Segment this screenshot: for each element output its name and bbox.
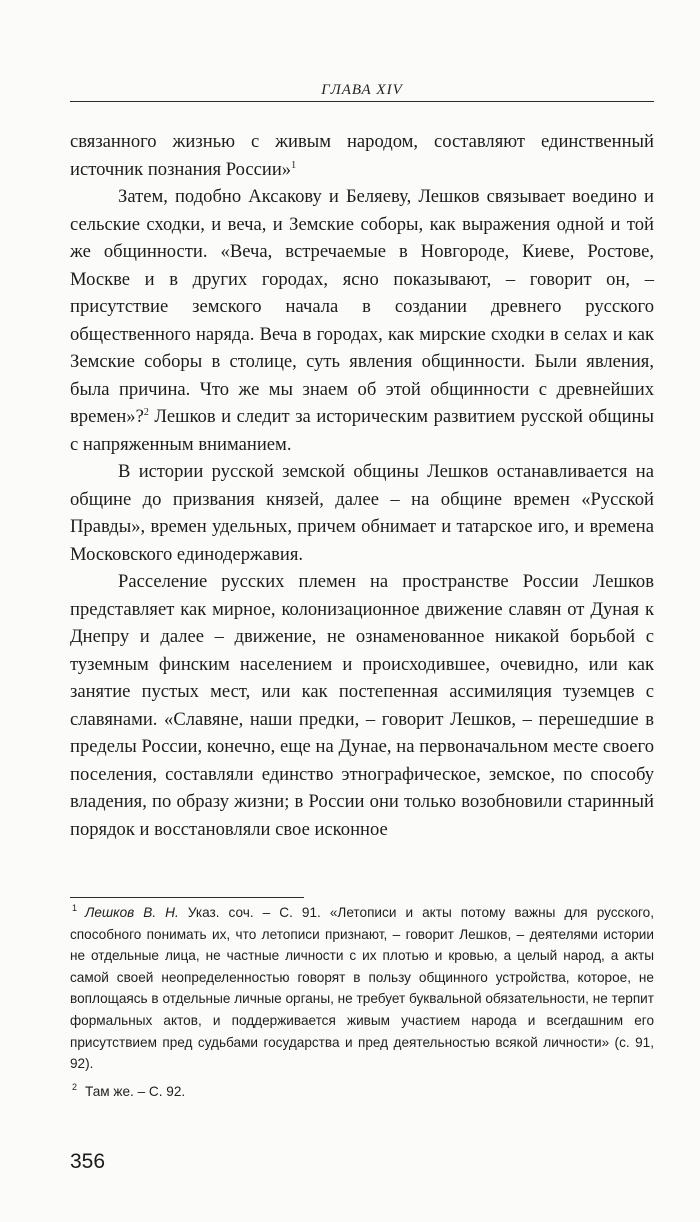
header-rule bbox=[70, 101, 654, 102]
footnote-author: Лешков В. Н. bbox=[85, 905, 179, 920]
paragraph-3: В истории русской земской общины Лешков останавливается на общине до призвания князей, далее – на общине времен «Русской Правды», времен удельных, причем обнимает и татарское иго, и времена Московского единодержавия. bbox=[70, 461, 654, 565]
footnote-text: Там же. – С. 92. bbox=[85, 1083, 186, 1099]
footnote-rule bbox=[70, 897, 304, 898]
footnote-ref-1[interactable]: 1 bbox=[291, 159, 297, 171]
footnote-text: Указ. соч. – С. 91. «Летописи и акты потому важны для русского, способного понимать их, что летописи признают, – говорит Лешков, – деятелями истории не отдельные лица, не частные личности с их плотью и кровью, а целый народ, а акты самой своей неопределенностью говорят в пользу общинного устройства, которое, не воплощаясь в отдельные личные органы, не требует буквальной обязательности, не терпит формальных актов, и поддерживается живым участием народа и всегдашним его присутствием пред судьбами государства и пред деятельностью всякой личности» (с. 91, 92). bbox=[70, 905, 654, 1072]
paragraph-1: связанного жизнью с живым народом, составляют единственный источник познания России»$^1$ bbox=[70, 131, 654, 180]
paragraph-4: Расселение русских племен на пространстве России Лешков представляет как мирное, колонизационное движение славян от Дуная к Днепру и далее – движение, не ознаменованное никакой борьбой с туземным финским населением и происходившее, очевидно, или как занятие пустых мест, или как постепенная ассимиляция туземцев с славянами. «Славяне, наши предки, – говорит Лешков, – перешедшие в пределы России, конечно, еще на Дунае, на первоначальном месте своего поселения, составляли единство этнографическое, земское, по способу владения, по образу жизни; в России они только возобновили старинный порядок и восстановляли свое исконное bbox=[70, 571, 654, 840]
footnote-2 bbox=[70, 1081, 654, 1103]
footnote-mark: 2 bbox=[72, 1082, 78, 1093]
running-header: ГЛАВА XIV bbox=[321, 82, 403, 98]
footnote-mark: 1 bbox=[72, 903, 78, 914]
paragraph-2: Затем, подобно Аксакову и Беляеву, Лешков связывает воедино и сельские сходки, и веча, и Земские соборы, как выражения одной и той же общинности. «Веча, встречаемые в Новгороде, Киеве, Ростове, Москве и в других городах, ясно показывают, – говорит он, – присутствие земского начала в создании древнего русского общественного наряда. Веча в городах, как мирские сходки в селах и как Земские соборы в столице, суть явления общинности. Были явления, была причина. Что же мы знаем об этой общинности с древнейших времен»?$^2$ Лешков и следит за историческим развитием русской общины с напряженным вниманием. bbox=[70, 186, 654, 455]
page-number: 356 bbox=[70, 1150, 106, 1173]
footnote-ref-2[interactable]: 2 bbox=[143, 406, 149, 418]
footnote-1 bbox=[70, 902, 654, 1075]
footnotes bbox=[70, 902, 654, 1102]
main-text bbox=[70, 128, 654, 843]
